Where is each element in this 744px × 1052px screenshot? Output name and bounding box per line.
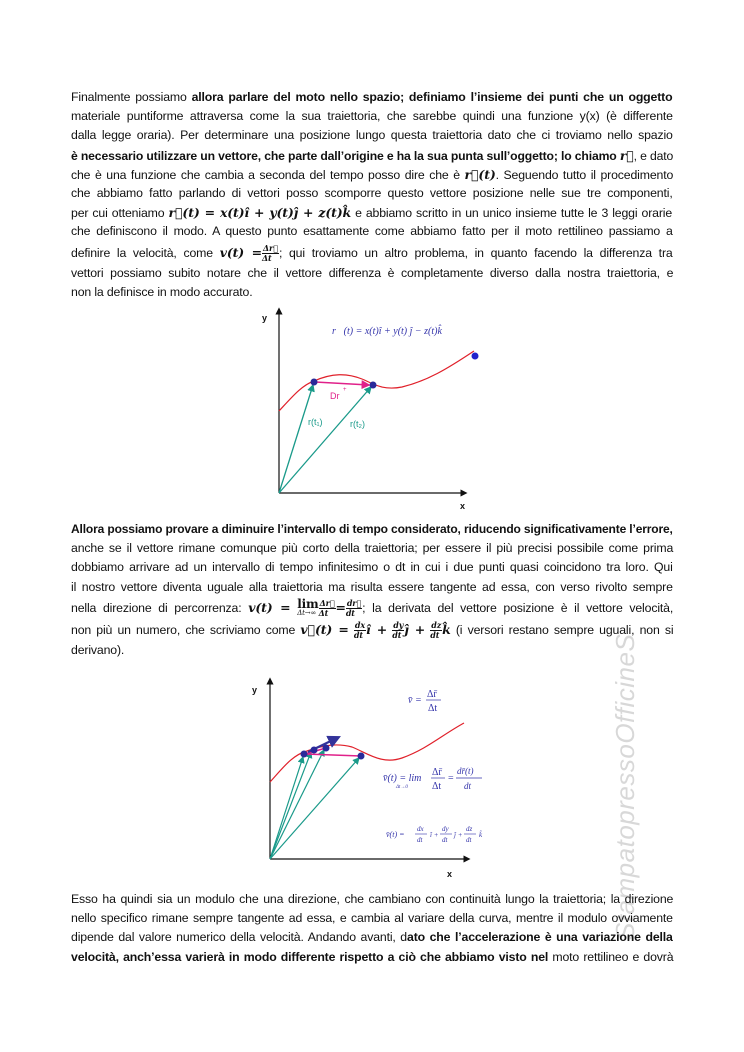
velocity-components-equation <box>386 825 483 844</box>
position-vector-1 <box>270 757 303 859</box>
math-velocity-limit: v(t) = <box>248 599 291 615</box>
math-r-of-t: r⃗(t) <box>464 166 496 182</box>
text-line: nello specifico rimane sempre tangente ad essa, e cambia al variare della curva, mentre il modulo ovviamente <box>71 911 673 926</box>
svg-text:dz: dz <box>466 825 473 833</box>
math-velocity-vector: v⃗(t) = <box>300 621 349 637</box>
math-fraction: $\frac{dz}{dt}$ <box>430 620 442 640</box>
instantaneous-velocity-equation <box>383 766 482 792</box>
svg-text:dx: dx <box>417 825 424 833</box>
svg-text:Δt: Δt <box>428 703 438 714</box>
text-line: dalla legge oraria). Per determinare una posizione lungo questa traiettoria dato che ci troviamo nello spazio <box>71 128 673 143</box>
text-line: che abbiamo fatto parlando di vettori posso scomporre questo vettore posizione nelle sue tre componenti, <box>71 185 673 200</box>
text-line: derivano). <box>71 642 125 657</box>
math-position-components: r⃗(t) = x(t)î + y(t)ĵ + z(t)k̂ <box>168 205 351 221</box>
delta-r-1 <box>305 754 361 756</box>
text-line: Finalmente possiamo allora parlare del moto nello spazio; definiamo l’insieme dei punti che un oggetto <box>71 90 673 104</box>
point-1 <box>301 751 308 758</box>
text-line: non la definisce in modo accurato. <box>71 284 253 299</box>
text-line: Esso ha quindi sia un modulo che una direzione, che cambiano con continuità lungo la traiettoria; la direzione <box>71 892 674 906</box>
svg-text:dt: dt <box>464 781 472 791</box>
math-fraction: $\frac{dy}{dt}$ <box>392 620 404 640</box>
figure-velocity-limit <box>242 677 498 883</box>
paragraph-1 <box>71 88 673 302</box>
svg-text:Δr̄: Δr̄ <box>427 689 437 700</box>
text-line: dobbiamo arrivare ad un intervallo di tempo infinitesimo o dt in cui i due punti quasi coincidono tra loro. Qui <box>71 560 673 575</box>
svg-text:Δr̄: Δr̄ <box>432 767 442 778</box>
svg-text:dt: dt <box>442 836 448 844</box>
text-line: velocità, anch’essa varierà in modo differente rispetto a ciò che abbiamo visto nel moto rettilineo e dovrà <box>71 949 674 964</box>
math-fraction: $\frac{dr⃗}{dt}$ <box>345 598 362 618</box>
figure-trajectory-displacement <box>252 307 488 515</box>
position-vector-2 <box>270 752 311 859</box>
delta-r-vector <box>315 382 369 385</box>
position-vector-3 <box>270 750 324 859</box>
svg-text:v̄(t) =: v̄(t) = <box>386 830 405 839</box>
svg-text:Δt: Δt <box>432 781 442 792</box>
y-axis-label: y <box>262 313 268 323</box>
velocity-diagram <box>242 677 498 883</box>
label-delta-r: Dr <box>330 391 340 401</box>
text-line: dipende dal valore numerico della velocità. Andando avanti, dato che l’accelerazione è una variazione della <box>71 930 673 945</box>
point-t1 <box>311 379 318 386</box>
svg-text:k̂: k̂ <box>479 831 483 839</box>
text-line: Allora possiamo provare a diminuire l’intervallo di tempo considerato, riducendo significativamente l’errore, <box>71 522 673 536</box>
text-line: per cui otteniamo r⃗(t) = x(t)î + y(t)ĵ + z(t)k̂ e abbiamo scritto in un unico insieme tutte le 3 leggi orarie <box>71 205 673 221</box>
label-delta-r-sup: + <box>343 387 347 393</box>
y-axis-label: y <box>252 685 258 695</box>
label-r-t2: r(t₂) <box>350 419 365 429</box>
vector-r-t1 <box>279 385 313 493</box>
text-line: è necessario utilizzare un vettore, che parte dall’origine e ha la sua punta sull’oggetto; lo chiamo r⃗, e dato <box>71 147 674 163</box>
position-equation: r⃗(t) = x(t)î + y(t) ĵ − z(t)k̂ <box>332 326 442 337</box>
trajectory-diagram <box>252 307 488 515</box>
x-axis-label: x <box>460 501 466 511</box>
paragraph-2 <box>71 520 673 660</box>
svg-text:Δt→0: Δt→0 <box>396 785 408 790</box>
text-line: che definiscono il modo. A questo punto esattamente come abbiamo fatto per il moto rettilineo passiamo a <box>71 224 673 239</box>
text-line: materiale puntiforme attraversa come la sua traiettoria, che sarebbe quindi una funzione y(x) (è differente <box>71 109 673 124</box>
svg-text:dt: dt <box>466 836 472 844</box>
math-r-vector: r⃗ <box>619 147 634 163</box>
text-line: che è una funzione che cambia a seconda del tempo posso dire che è r⃗(t). Seguendo tutto il procedimento <box>71 166 674 182</box>
text-line: il nostro vettore diventa uguale alla traiettoria ma risulta essere tangente ad essa, con verso rivolto sempre <box>71 579 673 594</box>
text-line: nella direzione di percorrenza: v(t) = lim Δt→∞ $\frac{\Delta r⃗}{\Delta t}$ = $\frac{dr⃗}{dt}$ ; la derivata del vettore posizione è il vettore velocità, <box>71 596 674 618</box>
math-fraction: $\frac{dx}{dt}$ <box>353 620 365 640</box>
text-line: non più un numero, che scriviamo come v⃗(t) = $\frac{dx}{dt}$ î + $\frac{dy}{dt}$ ĵ + $\frac{dz}{dt}$ k̂ (i versori restano sempre uguali, non si <box>71 620 674 640</box>
text-line: definire la velocità, come v(t) = $\frac{\Delta r⃗}{\Delta t}$ ; qui troviamo un altro problema, in quanto facendo la differenza tra <box>71 242 673 263</box>
math-fraction: $\frac{\Delta r⃗}{\Delta t}$ <box>262 242 278 263</box>
paragraph-3 <box>71 890 673 967</box>
point-2 <box>311 747 318 754</box>
svg-text:v̄ =: v̄ = <box>408 695 422 706</box>
svg-text:ĵ +: ĵ + <box>454 831 463 839</box>
watermark: StampatopressoOfficineS <box>610 633 640 940</box>
svg-text:dy: dy <box>442 825 449 833</box>
svg-text:dt: dt <box>417 836 423 844</box>
x-axis-label: x <box>447 869 453 879</box>
math-limit: lim Δt→∞ <box>297 596 319 617</box>
point-4 <box>358 753 365 760</box>
svg-text:dr̄(t): dr̄(t) <box>457 766 474 776</box>
math-fraction: $\frac{\Delta r⃗}{\Delta t}$ <box>318 598 335 618</box>
point-t2 <box>370 382 377 389</box>
text-line: vettori possiamo subito notare che il vettore differenza è completamente diverso dalla nostra traiettoria, e <box>71 265 674 280</box>
point-3 <box>323 745 330 752</box>
vector-r-t2 <box>279 387 371 493</box>
average-velocity-equation <box>408 689 441 714</box>
text-line: anche se il vettore rimane comunque più corto della traiettoria; per essere il più precisi possibile come prima <box>71 541 674 556</box>
svg-text:=: = <box>448 773 454 784</box>
svg-text:î +: î + <box>430 831 439 839</box>
svg-text:v̄(t) = lim: v̄(t) = lim <box>383 773 422 784</box>
point-end <box>472 353 479 360</box>
position-vector-4 <box>270 758 359 859</box>
label-r-t1: r(t₁) <box>308 417 323 427</box>
math-velocity: v(t) = <box>219 244 262 260</box>
